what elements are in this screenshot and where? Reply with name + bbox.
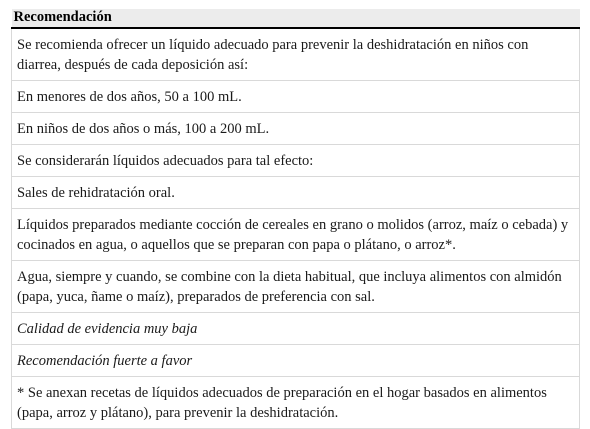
table-row <box>12 261 580 313</box>
table-cell: Se considerarán líquidos adecuados para tal efecto: <box>12 145 580 177</box>
table-row <box>12 177 580 209</box>
table-row <box>12 28 580 81</box>
table-row <box>12 145 580 177</box>
recommendation-table <box>11 9 580 429</box>
table-row <box>12 313 580 345</box>
table-row <box>12 377 580 429</box>
table-cell: Sales de rehidratación oral. <box>12 177 580 209</box>
table-row <box>12 113 580 145</box>
table-header: Recomendación <box>12 9 580 28</box>
table-row <box>12 209 580 261</box>
table-header-row <box>12 9 580 28</box>
table-cell: En niños de dos años o más, 100 a 200 mL. <box>12 113 580 145</box>
table-row <box>12 81 580 113</box>
table-row <box>12 345 580 377</box>
recommendation-strength-cell: Recomendación fuerte a favor <box>12 345 580 377</box>
table-cell: Se recomienda ofrecer un líquido adecuado para prevenir la deshidratación en niños con diarrea, después de cada deposición así: <box>12 28 580 81</box>
table-cell: Agua, siempre y cuando, se combine con la dieta habitual, que incluya alimentos con almidón (papa, yuca, ñame o maíz), preparados de preferencia con sal. <box>12 261 580 313</box>
table-cell: Líquidos preparados mediante cocción de cereales en grano o molidos (arroz, maíz o cebada) y cocinados en agua, o aquellos que se preparan con papa o plátano, o arroz*. <box>12 209 580 261</box>
table-cell: En menores de dos años, 50 a 100 mL. <box>12 81 580 113</box>
evidence-quality-cell: Calidad de evidencia muy baja <box>12 313 580 345</box>
footnote-cell: * Se anexan recetas de líquidos adecuados de preparación en el hogar basados en alimentos (papa, arroz y plátano), para prevenir la deshidratación. <box>12 377 580 429</box>
